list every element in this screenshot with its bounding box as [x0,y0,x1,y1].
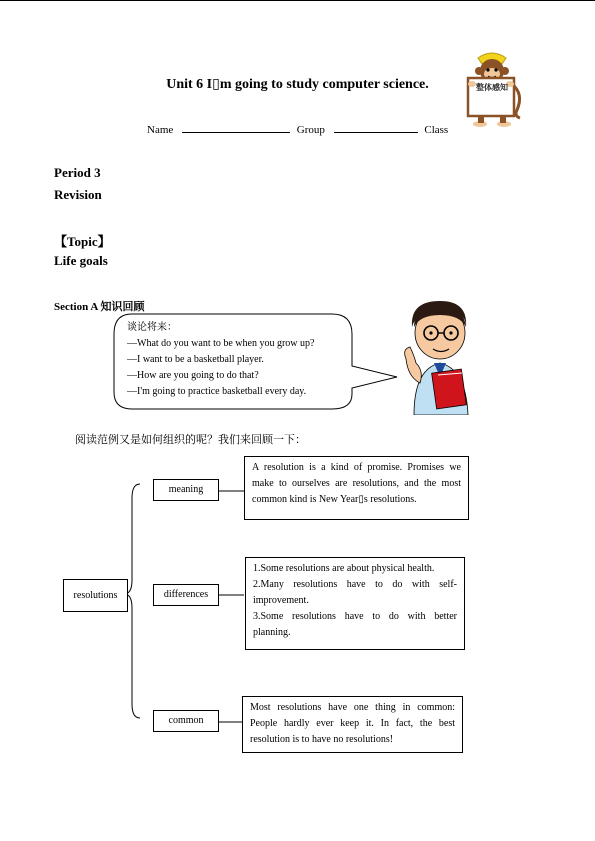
class-label: Class [424,124,449,136]
differences-text-box [245,557,465,650]
period-heading: Period 3 [54,165,101,180]
bubble-line: —How are you going to do that? [127,370,259,381]
topic-value: Life goals [54,253,108,268]
bubble-line: —I'm going to practice basketball every day. [127,386,307,397]
meaning-node: meaning [153,479,219,501]
revision-heading: Revision [54,187,102,202]
common-text-box [242,696,463,753]
page-title: Unit 6 I▯m going to study computer science. [166,77,429,92]
read-intro: 阅读范例又是如何组织的呢？我们来回顾一下： [75,434,306,446]
topic-heading: 【Topic】 [54,234,111,249]
difference-item: 3.Some resolutions have to do with better planning. [253,611,457,638]
bubble-intro: 谈论将来： [127,322,177,333]
resolutions-node: resolutions [63,579,128,612]
meaning-text: A resolution is a kind of promise. Promises we make to ourselves are resolutions, and the most common kind is New Year▯s resolutions. [252,462,461,505]
difference-item: 2.Many resolutions have to do with self-improvement. [253,579,457,606]
group-label: Group [296,124,325,136]
name-field[interactable] [182,123,290,133]
group-field[interactable] [334,123,418,133]
common-node: common [153,710,219,732]
common-text: Most resolutions have one thing in common: People hardly ever keep it. In fact, the best resolution is to have no resolutions! [250,702,455,745]
teacher-illustration [400,297,484,415]
name-label: Name [147,124,174,136]
difference-item: 1.Some resolutions are about physical health. [253,563,435,574]
section-a-heading: Section A 知识回顾 [54,301,145,313]
differences-node: differences [153,584,219,606]
badge-label: 整体感知 [476,83,508,92]
bubble-content [127,320,314,400]
meaning-text-box [244,456,469,520]
bubble-line: —What do you want to be when you grow up? [127,338,315,349]
header-rule [0,0,595,1]
name-group-class-line [147,123,448,136]
bubble-line: —I want to be a basketball player. [127,354,264,365]
